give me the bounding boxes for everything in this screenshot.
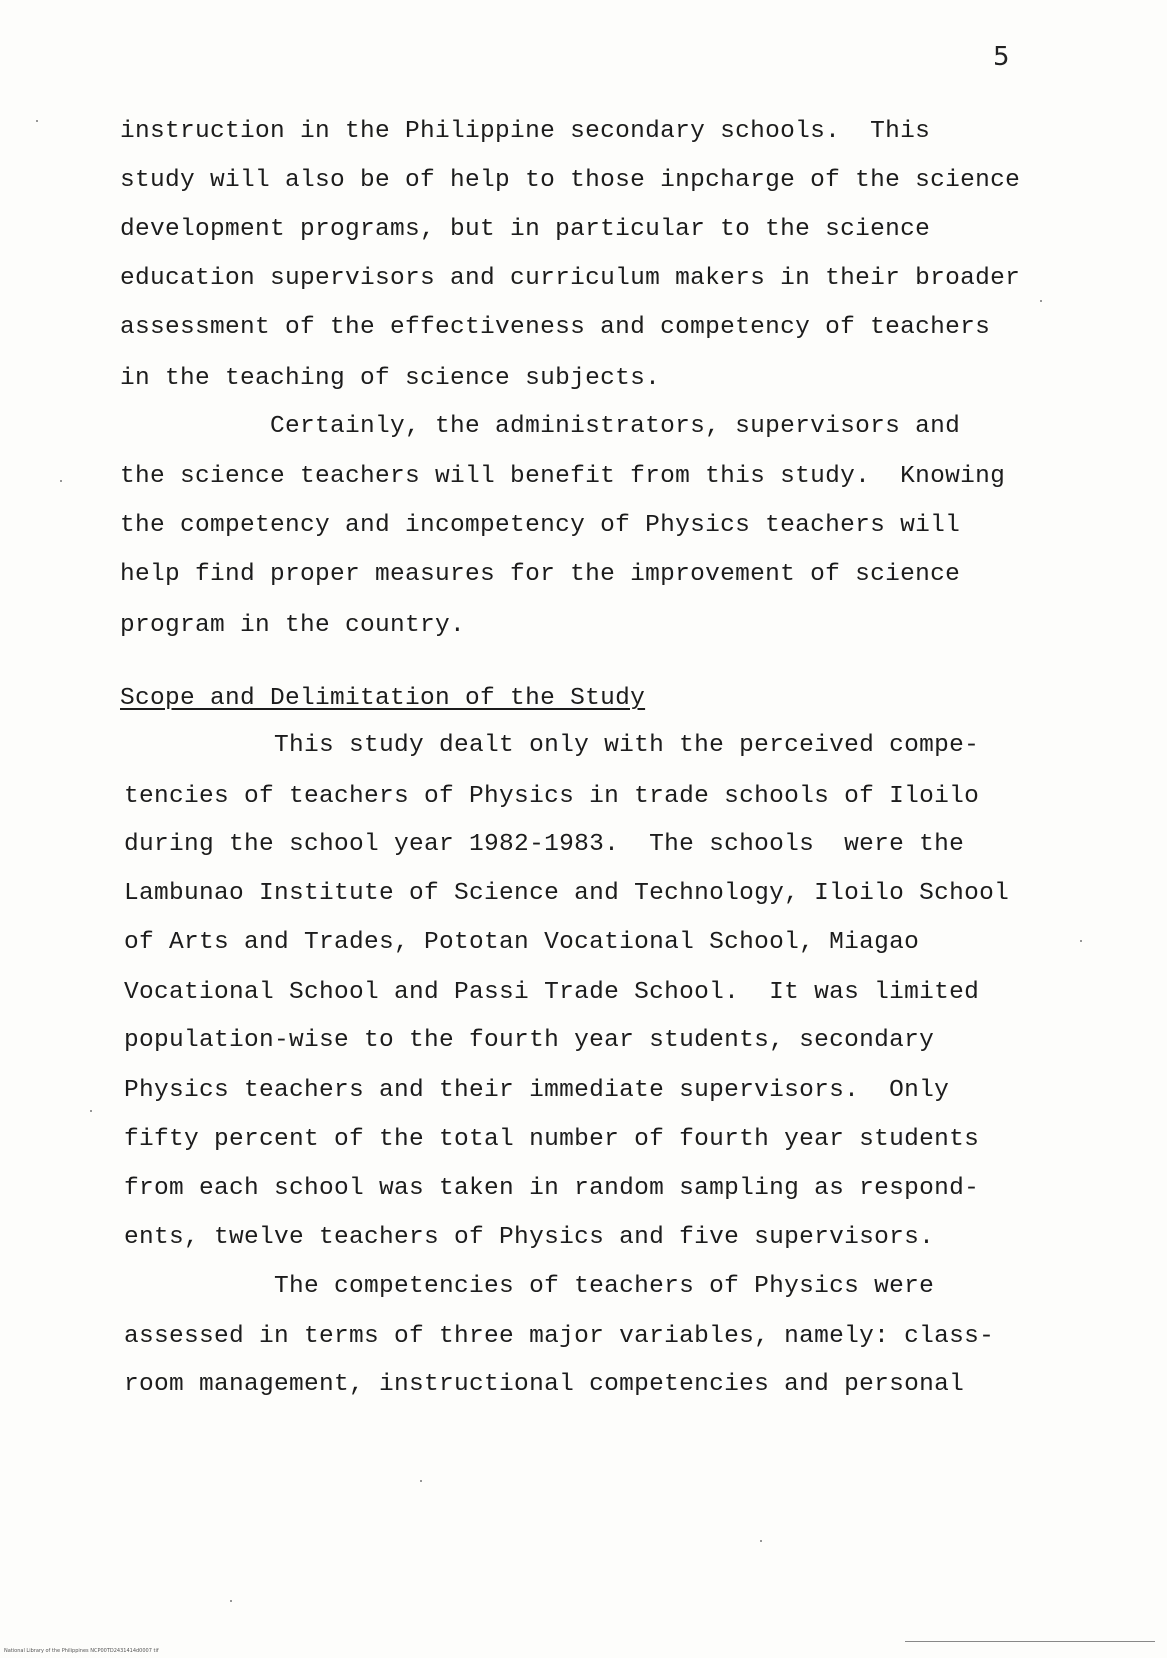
text-line: instruction in the Philippine secondary schools. This — [120, 118, 931, 145]
text-line: Physics teachers and their immediate supervisors. Only — [124, 1077, 950, 1104]
text-line: during the school year 1982-1983. The schools were the — [124, 831, 965, 858]
text-line: tencies of teachers of Physics in trade schools of Iloilo — [124, 783, 980, 810]
text-line: development programs, but in particular to the science — [120, 216, 931, 243]
scan-speck — [60, 480, 62, 482]
scan-speck — [90, 1110, 92, 1112]
scan-speck — [1080, 940, 1082, 942]
text-line: Lambunao Institute of Science and Technology, Iloilo School — [124, 880, 1010, 907]
section-heading: Scope and Delimitation of the Study — [120, 685, 646, 712]
text-line: Vocational School and Passi Trade School. It was limited — [124, 979, 980, 1006]
text-line: assessment of the effectiveness and competency of teachers — [120, 314, 991, 341]
text-line: the science teachers will benefit from this study. Knowing — [120, 463, 1006, 490]
scan-speck — [1040, 300, 1042, 302]
footer-rule — [905, 1641, 1155, 1642]
footer-caption: National Library of the Philippines NCP00TD2431414d0007 tif — [4, 1648, 159, 1654]
text-line: help find proper measures for the improvement of science — [120, 561, 961, 588]
text-line: the competency and incompetency of Physics teachers will — [120, 512, 961, 539]
text-line: in the teaching of science subjects. — [120, 365, 661, 392]
text-line: education supervisors and curriculum makers in their broader — [120, 265, 1021, 292]
text-line: of Arts and Trades, Pototan Vocational School, Miagao — [124, 929, 920, 956]
page-number: 5 — [993, 42, 1010, 72]
text-line: study will also be of help to those inpcharge of the science — [120, 167, 1021, 194]
text-line: This study dealt only with the perceived compe- — [124, 732, 980, 759]
scan-speck — [760, 1540, 762, 1542]
text-line: Certainly, the administrators, supervisors and — [120, 413, 961, 440]
text-line: assessed in terms of three major variables, namely: class- — [124, 1323, 995, 1350]
text-line: program in the country. — [120, 612, 466, 639]
text-line: room management, instructional competencies and personal — [124, 1371, 965, 1398]
text-line: fifty percent of the total number of fourth year students — [124, 1126, 980, 1153]
text-line: The competencies of teachers of Physics were — [124, 1273, 935, 1300]
scan-speck — [36, 120, 38, 122]
text-line: from each school was taken in random sampling as respond- — [124, 1175, 980, 1202]
scan-speck — [230, 1600, 232, 1602]
text-line: population-wise to the fourth year students, secondary — [124, 1027, 935, 1054]
text-line: ents, twelve teachers of Physics and five supervisors. — [124, 1224, 935, 1251]
scan-speck — [420, 1480, 422, 1482]
